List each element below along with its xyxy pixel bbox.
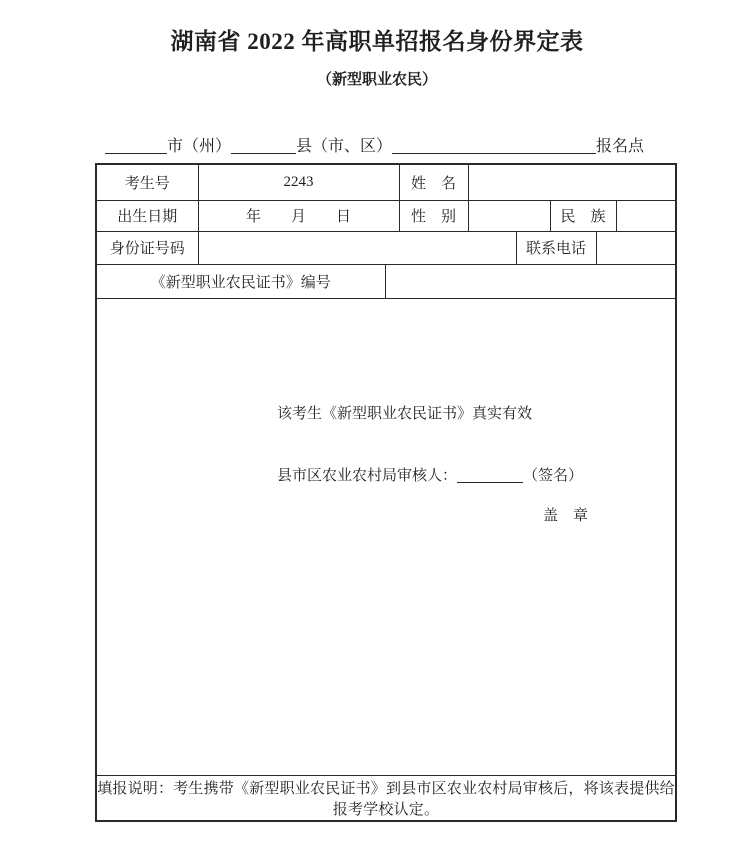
signature-note: （签名） xyxy=(523,467,584,484)
city-blank-field xyxy=(105,136,167,154)
name-label: 姓 名 xyxy=(399,164,468,200)
reviewer-label: 县市区农业农村局审核人： xyxy=(277,467,458,484)
county-blank-field xyxy=(231,136,296,154)
registration-site-label: 报名点 xyxy=(596,138,645,155)
gender-label: 性 别 xyxy=(399,200,468,231)
table-row xyxy=(96,264,676,298)
registration-site-blank-field xyxy=(392,136,596,154)
certificate-no-value xyxy=(385,264,676,298)
gender-value xyxy=(468,200,550,231)
phone-label: 联系电话 xyxy=(516,231,596,264)
reviewer-line xyxy=(277,464,583,485)
city-label: 市（州） xyxy=(167,138,232,155)
table-row xyxy=(96,298,676,775)
county-label: 县（市、区） xyxy=(296,138,393,155)
seal-label: 盖 章 xyxy=(543,507,589,524)
ethnicity-value xyxy=(616,200,676,231)
id-number-value xyxy=(198,231,516,264)
identity-form-table xyxy=(95,163,677,822)
examinee-no-value: 2243 xyxy=(198,164,399,200)
examinee-no-label: 考生号 xyxy=(96,164,198,200)
phone-value xyxy=(596,231,676,264)
table-row xyxy=(96,164,676,200)
birth-date-label: 出生日期 xyxy=(96,200,198,231)
ethnicity-label: 民 族 xyxy=(550,200,616,231)
document-subtitle: （新型职业农民） xyxy=(316,72,437,88)
table-row xyxy=(96,200,676,231)
birth-date-value: 年 月 日 xyxy=(198,200,399,231)
location-line xyxy=(105,133,644,156)
document-title: 湖南省 2022 年高职单招报名身份界定表 xyxy=(170,29,584,54)
certificate-no-label: 《新型职业农民证书》编号 xyxy=(96,264,385,298)
table-row xyxy=(96,775,676,821)
reviewer-signature-blank xyxy=(457,466,523,483)
name-value xyxy=(468,164,676,200)
review-section-cell xyxy=(96,298,676,775)
id-number-label: 身份证号码 xyxy=(96,231,198,264)
filling-instructions: 填报说明：考生携带《新型职业农民证书》到县市区农业农村局审核后，将该表提供给报考学校认定。 xyxy=(96,775,676,821)
validity-statement: 该考生《新型职业农民证书》真实有效 xyxy=(277,405,533,422)
table-row xyxy=(96,231,676,264)
